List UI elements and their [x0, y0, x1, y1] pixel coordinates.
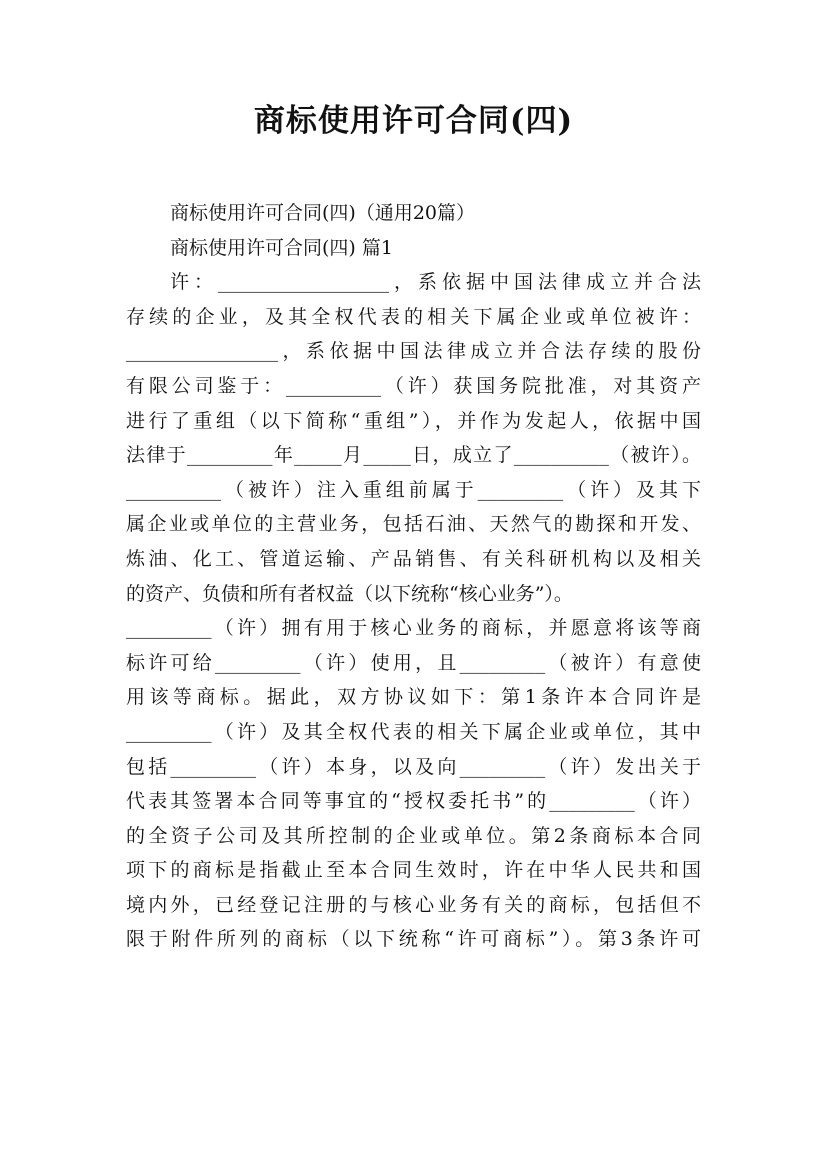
- paragraph-line: 的全资子公司及其所控制的企业或单位。第2条商标本合同: [126, 824, 701, 847]
- paragraph-line: _________（许）及其全权代表的相关下属企业或单位，其中: [126, 720, 701, 743]
- paragraph-line: 境内外，已经登记注册的与核心业务有关的商标，包括但不: [126, 893, 701, 916]
- paragraph-line: 存续的企业，及其全权代表的相关下属企业或单位被许：: [126, 305, 701, 328]
- paragraph-line: 的资产、负债和所有者权益（以下统称“核心业务”）。: [126, 582, 573, 605]
- paragraph-line: 用该等商标。据此，双方协议如下：第1条许本合同许是: [126, 686, 701, 709]
- paragraph-line: 包括_________（许）本身，以及向_________（许）发出关于: [126, 755, 701, 778]
- paragraph-line: 属企业或单位的主营业务，包括石油、天然气的勘探和开发、: [126, 513, 701, 536]
- paragraph-line: 标许可给_________（许）使用，且_________（被许）有意使: [126, 651, 701, 674]
- paragraph-line: 代表其签署本合同等事宜的“授权委托书”的_________（许）: [126, 790, 701, 813]
- paragraph-line: 法律于_________年_____月_____日，成立了__________（被许）。: [126, 444, 701, 467]
- paragraph-line: 限于附件所列的商标（以下统称“许可商标”）。第3条许可: [126, 928, 701, 951]
- paragraph-line: 项下的商标是指截止至本合同生效时，许在中华人民共和国: [126, 859, 701, 882]
- paragraph-line: 进行了重组（以下简称“重组”），并作为发起人，依据中国: [126, 409, 701, 432]
- paragraph-line: _________（许）拥有用于核心业务的商标，并愿意将该等商: [126, 617, 701, 640]
- document-body: [126, 196, 701, 957]
- paragraph-line: 许：__________________，系依据中国法律成立并合法: [170, 271, 701, 294]
- paragraph-line: 有限公司鉴于：__________（许）获国务院批准，对其资产: [126, 374, 701, 397]
- document-title: 商标使用许可合同(四): [253, 103, 574, 139]
- paragraph-line: __________（被许）注入重组前属于_________（许）及其下: [126, 478, 701, 501]
- paragraph-line: ________________，系依据中国法律成立并合法存续的股份: [126, 340, 701, 363]
- section-heading: 商标使用许可合同(四) 篇1: [170, 236, 393, 259]
- subtitle-line: 商标使用许可合同(四)（通用20篇）: [170, 202, 476, 224]
- paragraph-line: 炼油、化工、管道运输、产品销售、有关科研机构以及相关: [126, 547, 701, 570]
